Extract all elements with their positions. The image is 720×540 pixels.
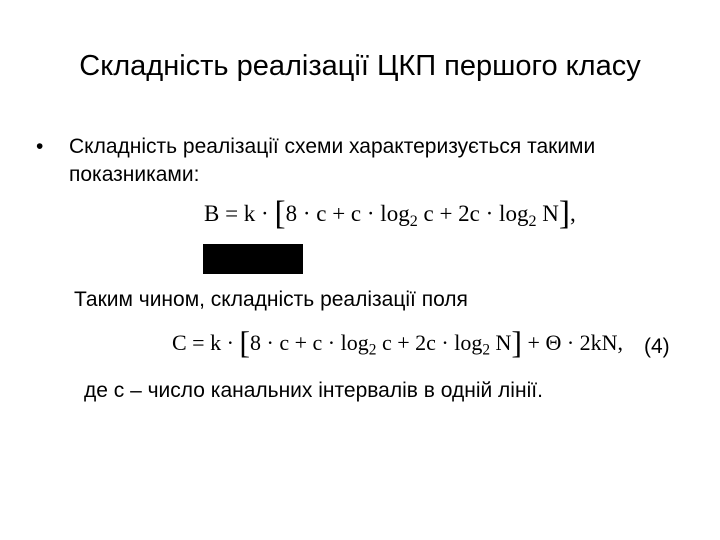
right-bracket-icon: ] (511, 325, 523, 360)
formula-c (172, 325, 624, 360)
formula-c-body2: c + 2c · log (376, 330, 483, 355)
formula-c-sub1: 2 (368, 341, 377, 359)
formula-c-body3: N (490, 330, 512, 355)
paragraph-text: Таким чином, складність реалізації поля (74, 288, 468, 311)
slide-title: Складність реалізації ЦКП першого класу (79, 50, 641, 82)
formula-b (204, 195, 576, 232)
left-bracket-icon: [ (239, 325, 251, 360)
formula-c-tail: + Θ · 2kN, (527, 330, 624, 355)
note-text: де c – число канальних інтервалів в одній лінії. (84, 379, 543, 402)
equation-number: (4) (644, 335, 670, 358)
formula-b-body3: N (536, 201, 559, 226)
formula-c-sub2: 2 (482, 341, 491, 359)
bullet-text: Складність реалізації схеми характеризується такими показниками: (69, 135, 596, 186)
formula-b-sub2: 2 (528, 212, 537, 230)
formula-b-body: 8 · c + c · log (285, 201, 410, 226)
right-bracket-icon: ] (558, 195, 570, 232)
formula-c-body: 8 · c + c · log (250, 330, 369, 355)
bullet-icon: • (36, 135, 44, 158)
left-bracket-icon: [ (274, 195, 286, 232)
redacted-box (203, 244, 303, 274)
formula-b-sub1: 2 (409, 212, 418, 230)
formula-b-lhs: B = k · (204, 201, 269, 226)
formula-b-tail: , (569, 201, 576, 226)
formula-b-body2: c + 2c · log (417, 201, 529, 226)
formula-c-lhs: C = k · (172, 330, 234, 355)
